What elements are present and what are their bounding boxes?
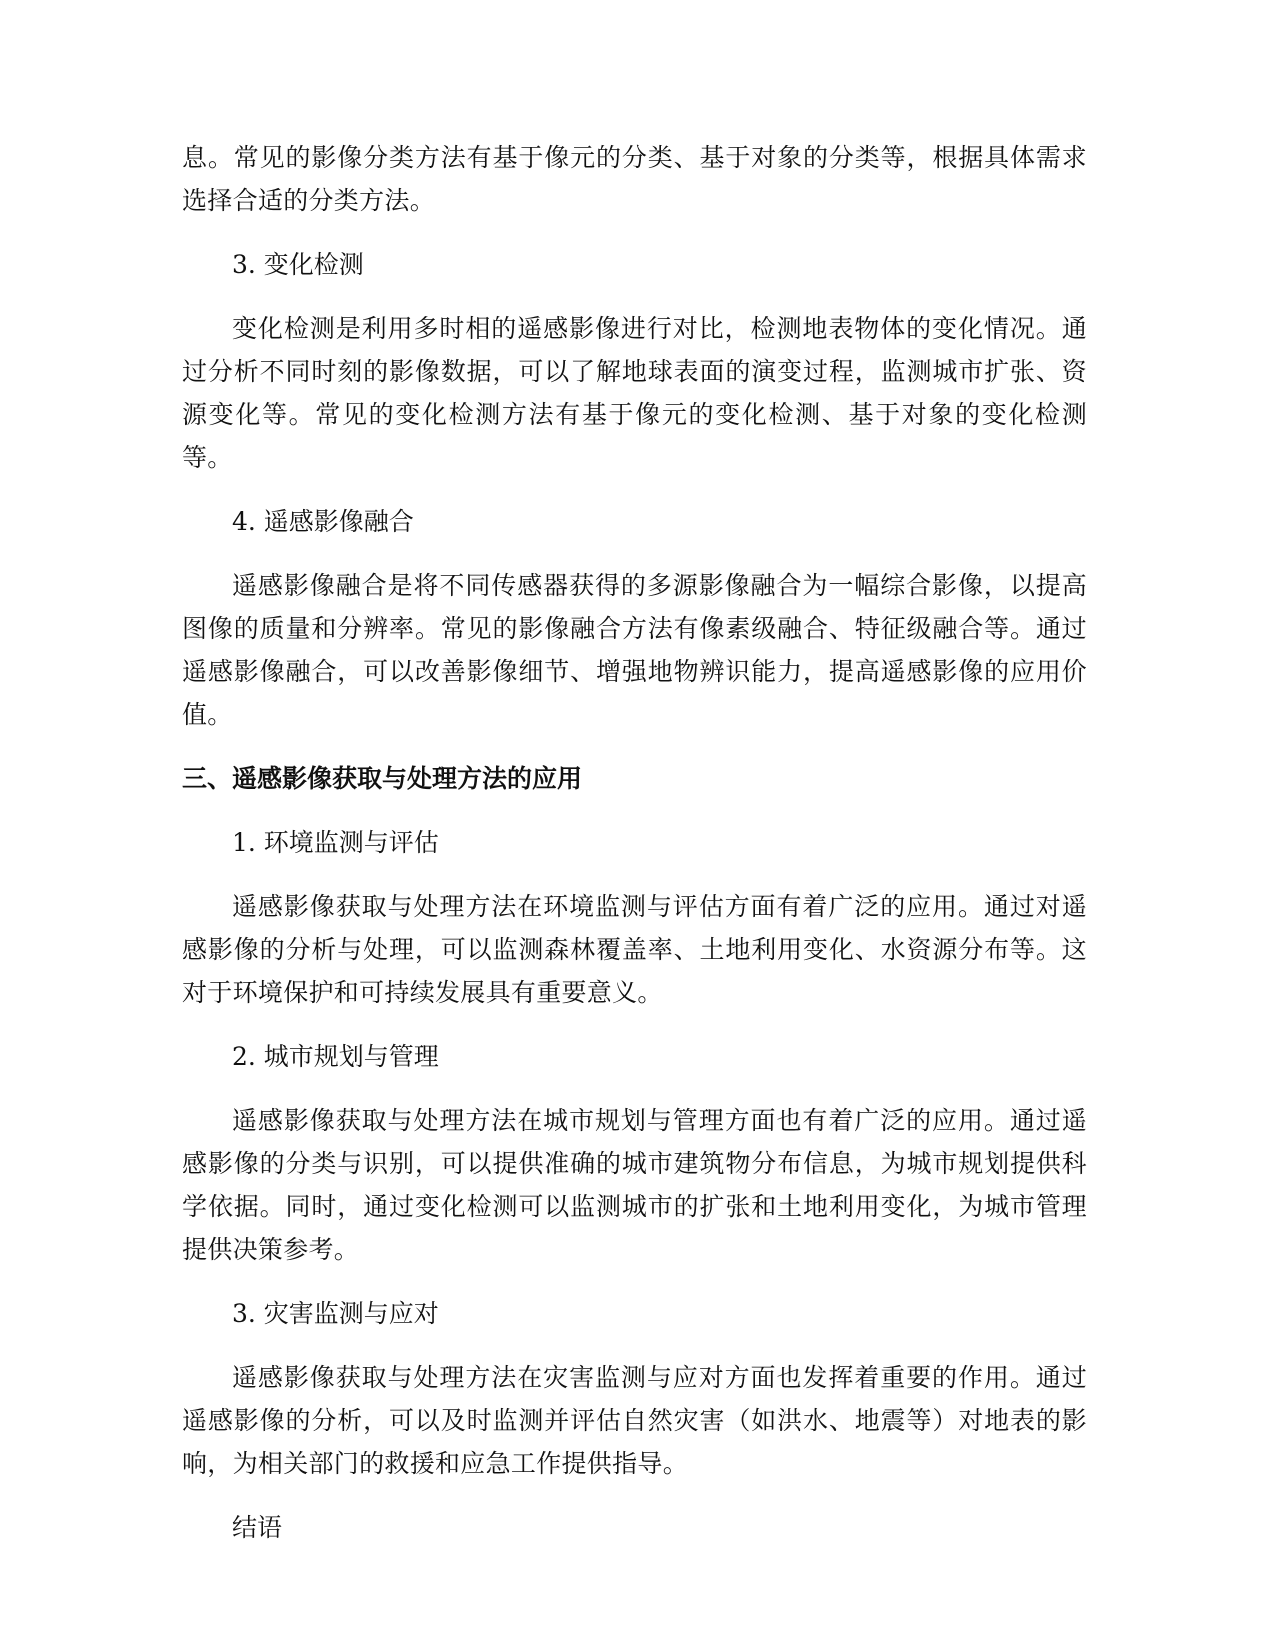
paragraph-environment: 遥感影像获取与处理方法在环境监测与评估方面有着广泛的应用。通过对遥感影像的分析与处理，可以监测森林覆盖率、土地利用变化、水资源分布等。这对于环境保护和可持续发展具有重要意义。: [182, 892, 1087, 1007]
subheading-urban-planning: 2. 城市规划与管理: [232, 1042, 439, 1071]
document-page: [182, 136, 1087, 1549]
section-heading-applications: 三、遥感影像获取与处理方法的应用: [182, 764, 583, 793]
subheading-environment: 1. 环境监测与评估: [232, 828, 439, 857]
subheading-image-fusion: 4. 遥感影像融合: [232, 507, 414, 536]
paragraph-urban-planning: 遥感影像获取与处理方法在城市规划与管理方面也有着广泛的应用。通过遥感影像的分类与识别，可以提供准确的城市建筑物分布信息，为城市规划提供科学依据。同时，通过变化检测可以监测城市的扩张和土地利用变化，为城市管理提供决策参考。: [182, 1106, 1087, 1264]
subheading-disaster: 3. 灾害监测与应对: [232, 1299, 439, 1328]
subheading-change-detection: 3. 变化检测: [232, 250, 364, 279]
paragraph-image-fusion: 遥感影像融合是将不同传感器获得的多源影像融合为一幅综合影像，以提高图像的质量和分辨率。常见的影像融合方法有像素级融合、特征级融合等。通过遥感影像融合，可以改善影像细节、增强地物辨识能力，提高遥感影像的应用价值。: [182, 571, 1087, 729]
paragraph-disaster: 遥感影像获取与处理方法在灾害监测与应对方面也发挥着重要的作用。通过遥感影像的分析，可以及时监测并评估自然灾害（如洪水、地震等）对地表的影响，为相关部门的救援和应急工作提供指导。: [182, 1363, 1087, 1478]
paragraph-classification-continued: 息。常见的影像分类方法有基于像元的分类、基于对象的分类等，根据具体需求选择合适的分类方法。: [182, 143, 1087, 215]
paragraph-change-detection: 变化检测是利用多时相的遥感影像进行对比，检测地表物体的变化情况。通过分析不同时刻的影像数据，可以了解地球表面的演变过程，监测城市扩张、资源变化等。常见的变化检测方法有基于像元的变化检测、基于对象的变化检测等。: [182, 314, 1087, 472]
subheading-conclusion: 结语: [232, 1513, 283, 1542]
